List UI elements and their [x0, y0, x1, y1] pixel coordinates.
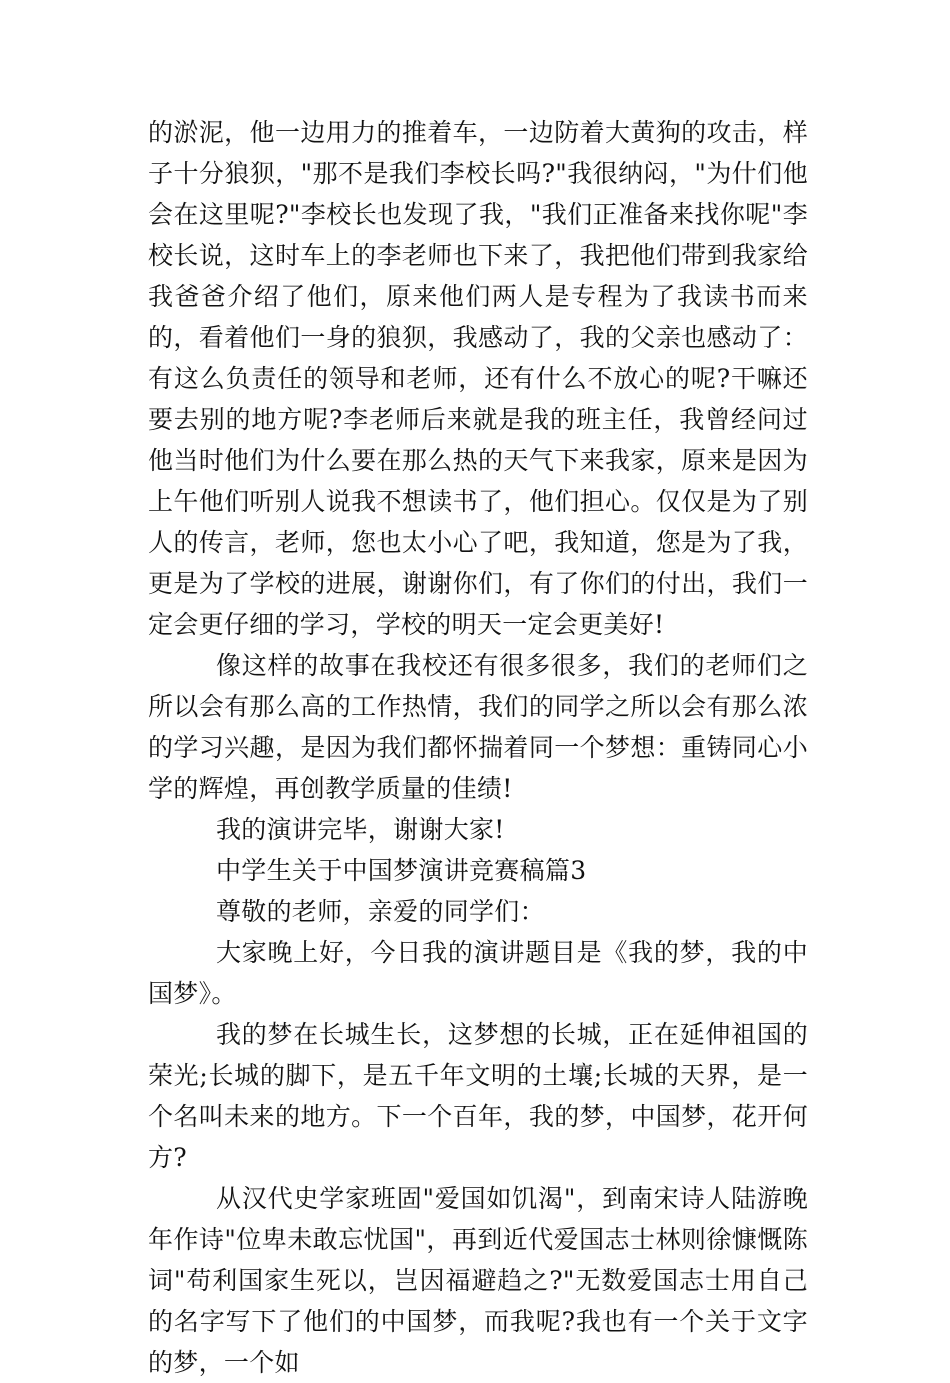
paragraph-history: 从汉代史学家班固"爱国如饥渴"，到南宋诗人陆游晚年作诗"位卑未敢忘忧国"，再到近代爱国志士林则徐慷慨陈词"苟利国家生死以，岂因福避趋之?"无数爱国志士用自己的名字写下了他们的中国梦，而我呢?我也有一个关于文字的梦，一个如	[148, 1184, 808, 1377]
paragraph-great-wall: 我的梦在长城生长，这梦想的长城，正在延伸祖国的荣光;长城的脚下，是五千年文明的土壤;长城的天界，是一个名叫未来的地方。下一个百年，我的梦，中国梦，花开何方?	[148, 1020, 808, 1172]
paragraph-continuation: 的淤泥，他一边用力的推着车，一边防着大黄狗的攻击，样子十分狼狈，"那不是我们李校长吗?"我很纳闷，"为什们他会在这里呢?"李校长也发现了我，"我们正准备来找你呢"李校长说，这时车上的李老师也下来了，我把他们带到我家给我爸爸介绍了他们，原来他们两人是专程为了我读书而来的，看着他们一身的狼狈，我感动了，我的父亲也感动了：有这么负责任的领导和老师，还有什么不放心的呢?干嘛还要去别的地方呢?李老师后来就是我的班主任，我曾经问过他当时他们为什么要在那么热的天气下来我家，原来是因为上午他们听别人说我不想读书了，他们担心。仅仅是为了别人的传言，老师，您也太小心了吧，我知道，您是为了我，更是为了学校的进展，谢谢你们，有了你们的付出，我们一定会更仔细的学习，学校的明天一定会更美好!	[148, 118, 808, 639]
paragraph-salutation: 尊敬的老师，亲爱的同学们：	[216, 897, 545, 926]
section-heading: 中学生关于中国梦演讲竞赛稿篇3	[216, 856, 587, 885]
paragraph-greeting: 大家晚上好，今日我的演讲题目是《我的梦，我的中国梦》。	[148, 938, 808, 1008]
document-body	[148, 112, 808, 1383]
paragraph-stories: 像这样的故事在我校还有很多很多，我们的老师们之所以会有那么高的工作热情，我们的同学之所以会有那么浓的学习兴趣，是因为我们都怀揣着同一个梦想：重铸同心小学的辉煌，再创教学质量的佳绩!	[148, 651, 808, 803]
paragraph-closing: 我的演讲完毕，谢谢大家!	[216, 815, 505, 844]
